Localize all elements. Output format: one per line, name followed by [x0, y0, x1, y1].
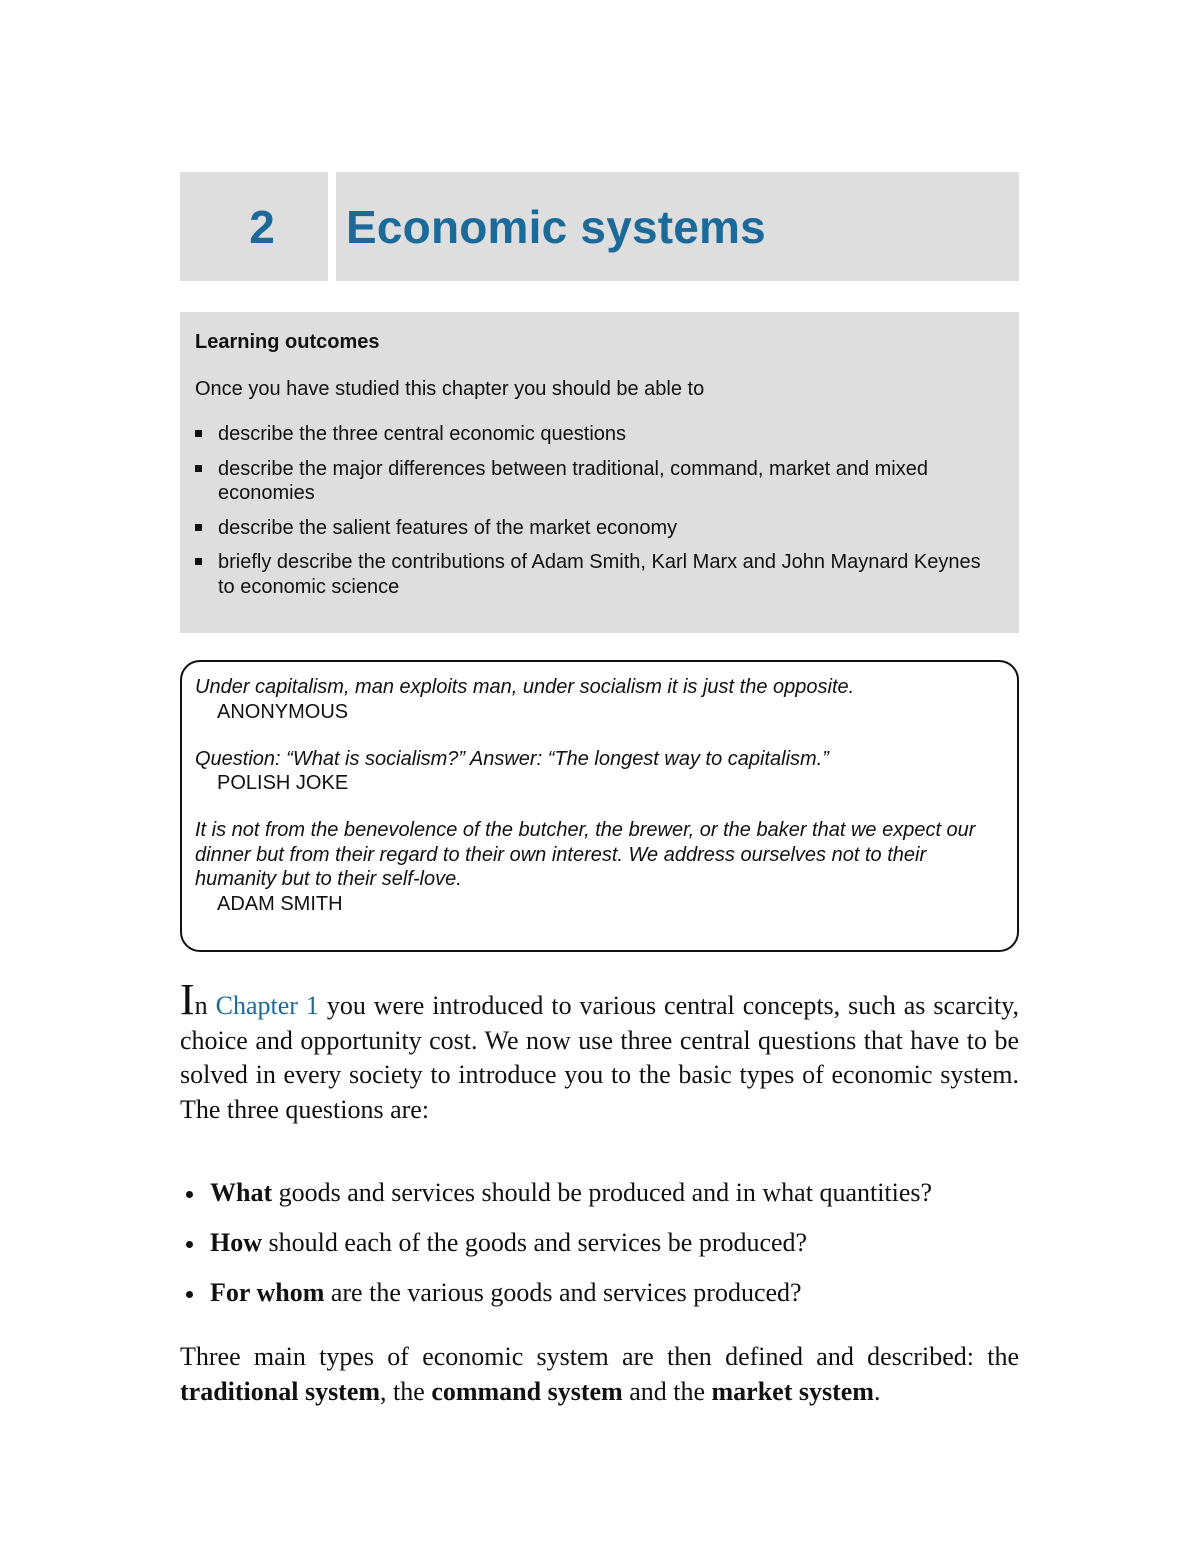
- learning-outcomes-intro: Once you have studied this chapter you should be able to: [195, 378, 705, 400]
- quote: [195, 675, 991, 724]
- quote-text: Question: “What is socialism?” Answer: “The longest way to capitalism.”: [195, 747, 829, 770]
- square-bullet-icon: [195, 524, 202, 531]
- quote-author: POLISH JOKE: [217, 772, 349, 794]
- question-keyword: For whom: [210, 1278, 325, 1307]
- quote-text: Under capitalism, man exploits man, under socialism it is just the opposite.: [195, 676, 855, 698]
- outcome-text: describe the major differences between traditional, command, market and mixed economies: [218, 457, 928, 504]
- chapter-number-box: [180, 172, 328, 281]
- square-bullet-icon: [195, 430, 202, 437]
- command-system-term: command system: [431, 1376, 623, 1406]
- outcome-text: describe the three central economic questions: [218, 423, 627, 445]
- quote: [195, 747, 991, 796]
- learning-outcomes-heading: Learning outcomes: [195, 331, 380, 353]
- central-questions-list: [180, 1176, 1019, 1326]
- quote: [195, 818, 991, 916]
- question-text: are the various goods and services produced?: [324, 1278, 802, 1307]
- quote-text: It is not from the benevolence of the butcher, the brewer, or the baker that we expect our dinner but from their regard to their own interest. We address ourselves not to their humanity but to their self-love.: [195, 819, 976, 890]
- learning-outcomes-list: [195, 422, 999, 599]
- outcome-item: [195, 550, 999, 599]
- systems-separator: and the: [622, 1376, 712, 1406]
- chapter-title: Economic systems: [346, 200, 766, 253]
- outcome-text: describe the salient features of the market economy: [218, 516, 678, 539]
- systems-paragraph: [180, 1340, 1019, 1409]
- systems-end: .: [873, 1376, 881, 1406]
- outcome-text: briefly describe the contributions of Adam Smith, Karl Marx and John Maynard Keynes to economic science: [218, 551, 981, 598]
- learning-outcomes-box: [180, 312, 1019, 633]
- intro-text: you were introduced to various central concepts, such as scarcity, choice and opportunity cost. We now use three central questions that have to be solved in every society to introduce you to the basic types of economic system. The three questions are:: [180, 991, 1020, 1124]
- question-keyword: What: [210, 1178, 273, 1207]
- chapter-number: 2: [249, 200, 275, 253]
- round-bullet-icon: [186, 1241, 193, 1248]
- round-bullet-icon: [186, 1191, 193, 1198]
- square-bullet-icon: [195, 465, 202, 472]
- round-bullet-icon: [186, 1291, 193, 1298]
- traditional-system-term: traditional system: [180, 1376, 381, 1406]
- outcome-item: [195, 457, 999, 506]
- drop-cap: I: [180, 975, 195, 1024]
- systems-separator: , the: [380, 1376, 432, 1406]
- question-keyword: How: [210, 1228, 262, 1257]
- question-text: should each of the goods and services be produced?: [262, 1228, 808, 1257]
- quote-author: ADAM SMITH: [217, 892, 343, 915]
- systems-lead: Three main types of economic system are then defined and described: the: [180, 1342, 1019, 1371]
- question-item: [180, 1226, 1019, 1260]
- intro-first-word-rest: n: [194, 991, 208, 1020]
- quote-author: ANONYMOUS: [217, 700, 349, 723]
- quotes-box: [180, 660, 1019, 952]
- chapter-1-link[interactable]: Chapter 1: [215, 991, 319, 1020]
- question-item: [180, 1276, 1019, 1310]
- chapter-title-box: [336, 172, 1019, 281]
- question-item: [180, 1176, 1019, 1210]
- market-system-term: market system: [711, 1376, 874, 1406]
- intro-paragraph: [180, 975, 1020, 1127]
- square-bullet-icon: [195, 558, 202, 565]
- outcome-item: [195, 516, 999, 541]
- outcome-item: [195, 422, 999, 447]
- question-text: goods and services should be produced and in what quantities?: [272, 1178, 933, 1207]
